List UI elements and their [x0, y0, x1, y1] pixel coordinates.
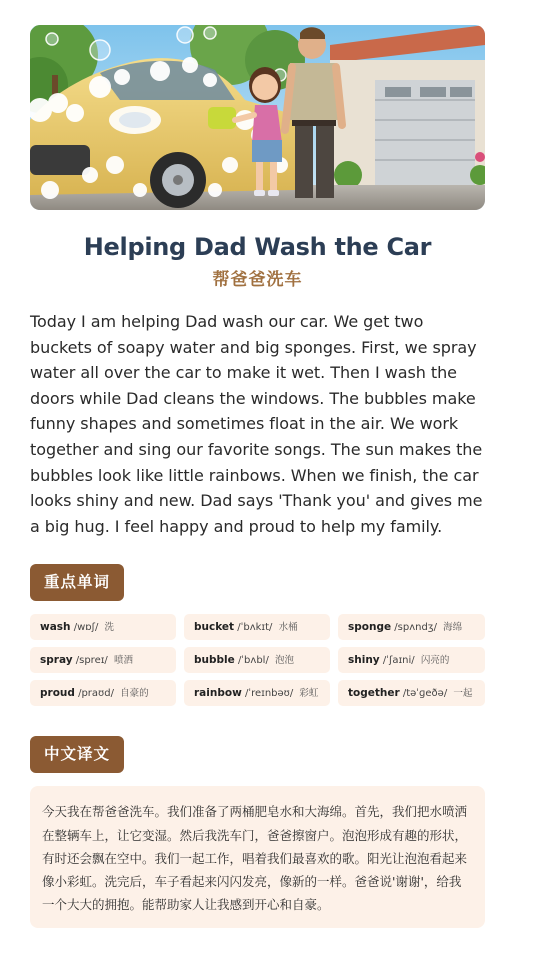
story-title-chinese: 帮爸爸洗车 — [212, 270, 303, 290]
vocab-word: proud — [40, 687, 75, 700]
vocab-ipa: /ˈbʌbl/ — [237, 655, 269, 667]
vocab-meaning: 水桶 — [278, 622, 298, 634]
vocab-ipa: /praʊd/ — [78, 688, 114, 700]
vocab-word: wash — [40, 621, 71, 634]
vocab-meaning: 海绵 — [443, 622, 463, 634]
vocab-card — [30, 614, 176, 640]
translation-heading: 中文译文 — [30, 736, 124, 773]
vocab-card — [30, 680, 176, 706]
vocab-ipa: /ˈbʌkɪt/ — [237, 622, 273, 634]
vocab-card — [184, 614, 330, 640]
story-title: Helping Dad Wash the Car — [83, 233, 432, 261]
car-wash-illustration — [30, 25, 485, 210]
vocab-ipa: /ˈreɪnbəʊ/ — [244, 688, 294, 700]
story-illustration — [30, 25, 485, 210]
vocab-word: shiny — [348, 654, 380, 667]
vocab-ipa: /ˈʃaɪni/ — [382, 655, 415, 667]
vocab-ipa: /spreɪ/ — [75, 655, 108, 667]
vocab-meaning: 自豪的 — [120, 688, 149, 700]
vocab-word: together — [348, 687, 400, 700]
story-text: Today I am helping Dad wash our car. We get two buckets of soapy water and big sponges. First, we spray water all over the car to make it wet. Then I wash the doors while Dad cleans the windows. The bubbles make funny shapes and sometimes float in the air. We work together and sing our favorite songs. The sun makes the bubbles look like little rainbows. When we finish, the car looks shiny and new. Dad says 'Thank you' and gives me a big hug. I feel happy and proud to help my family. — [30, 312, 483, 536]
vocab-ipa: /təˈɡeðə/ — [402, 688, 448, 700]
vocab-card — [338, 614, 485, 640]
vocab-meaning: 洗 — [104, 622, 115, 634]
vocab-word: rainbow — [194, 687, 242, 700]
vocab-card — [338, 647, 485, 673]
translation-text: 今天我在帮爸爸洗车。我们准备了两桶肥皂水和大海绵。首先，我们把水喷洒在整辆车上，让它变湿。然后我洗车门，爸爸擦窗户。泡泡形成有趣的形状，有时还会飘在空中。我们一起工作，唱着我们最喜欢的歌。阳光让泡泡看起来像小彩虹。洗完后，车子看起来闪闪发亮，像新的一样。爸爸说'谢谢'，给我一个大大的拥抱。能帮助家人让我感到开心和自豪。 — [30, 786, 485, 928]
vocab-meaning: 一起 — [453, 688, 473, 700]
vocab-meaning: 闪亮的 — [420, 655, 450, 667]
vocab-word: sponge — [348, 621, 392, 634]
vocab-meaning: 彩虹 — [299, 688, 319, 700]
vocab-word: spray — [40, 654, 73, 667]
vocab-card — [30, 647, 176, 673]
vocab-ipa: /spʌndʒ/ — [394, 622, 437, 634]
vocab-ipa: /wɒʃ/ — [73, 622, 99, 634]
vocab-card — [184, 680, 330, 706]
vocab-section — [30, 564, 485, 706]
translation-section — [30, 736, 485, 928]
vocab-word: bubble — [194, 654, 235, 667]
vocab-heading: 重点单词 — [30, 564, 124, 601]
vocab-word: bucket — [194, 621, 235, 634]
story-page — [30, 25, 485, 928]
vocab-card — [338, 680, 485, 706]
vocab-grid — [30, 614, 485, 706]
vocab-meaning: 泡泡 — [275, 655, 295, 667]
vocab-meaning: 喷洒 — [114, 655, 134, 667]
vocab-card — [184, 647, 330, 673]
